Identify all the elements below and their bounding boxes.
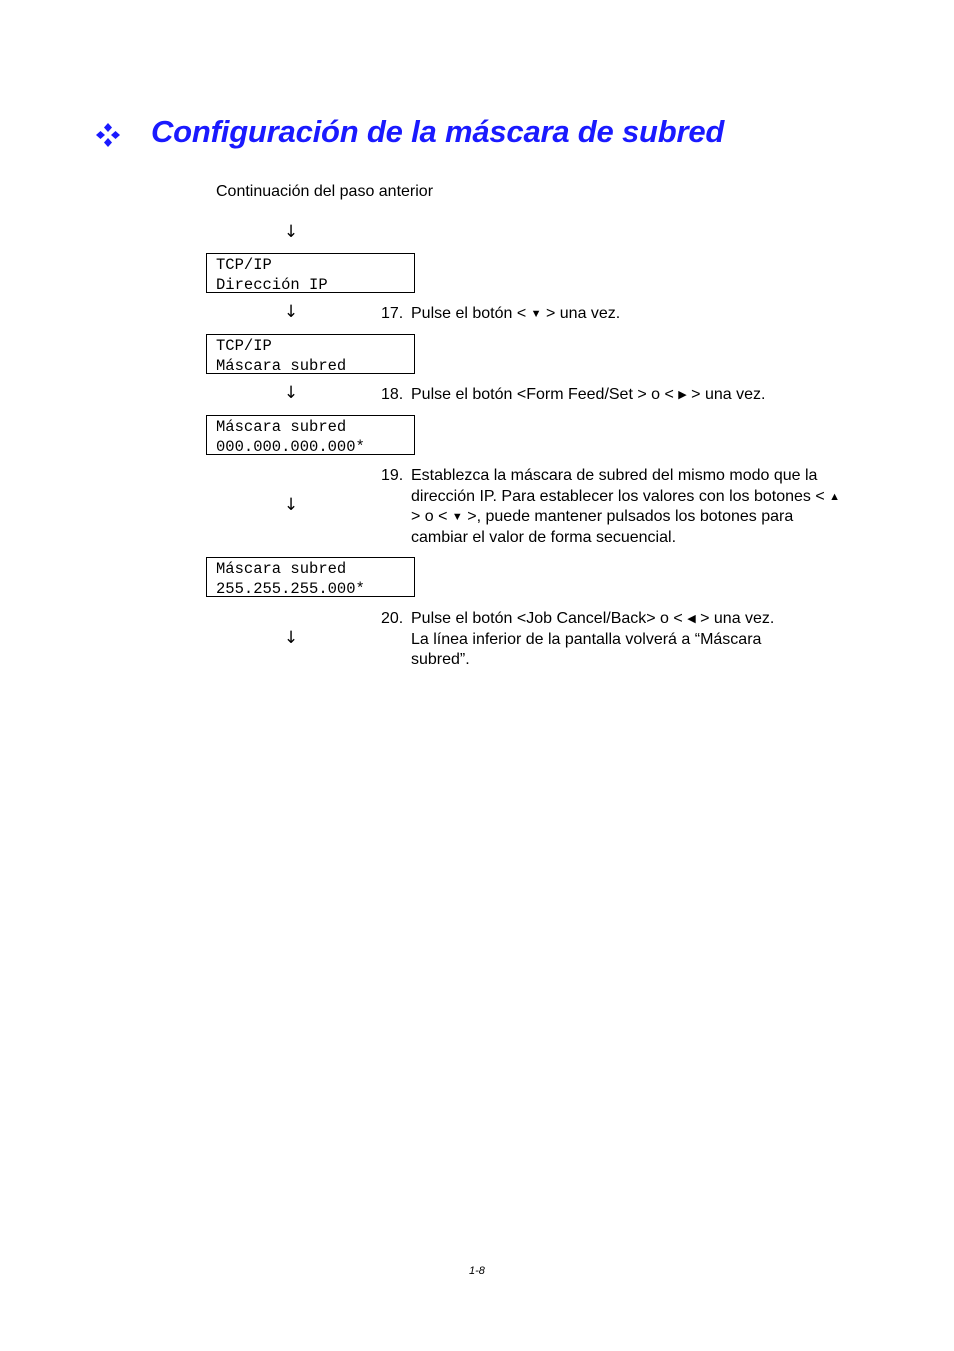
lcd-screen-subnet-mask-initial [206, 415, 415, 455]
lcd-line-1: Máscara subred [216, 560, 347, 578]
step-text: Pulse el botón <Job Cancel/Back> o < [411, 610, 688, 627]
flow-arrow: ↓ [283, 628, 299, 648]
lcd-line-1: TCP/IP [216, 337, 272, 355]
step-text: > o < [411, 508, 452, 526]
lcd-line-1: TCP/IP [216, 256, 272, 274]
intro-text: Continuación del paso anterior [216, 183, 434, 200]
flow-arrow: ↓ [283, 495, 299, 515]
page-number: 1-8 [469, 1265, 485, 1277]
lcd-line-2: Dirección IP [216, 276, 328, 294]
step-text: > una vez. [541, 305, 621, 322]
step-text: > una vez. [695, 610, 775, 627]
step-text: >, puede mantener pulsados los botones para cambiar el valor de forma secuencial. [411, 508, 794, 547]
lcd-screen-tcpip-subnet-mask [206, 334, 415, 374]
step-text: Pulse el botón < [411, 305, 531, 322]
step-18 [381, 385, 851, 406]
step-text: Pulse el botón <Form Feed/Set > o < [411, 386, 679, 403]
step-text: > una vez. [686, 386, 766, 403]
step-number: 18. [381, 386, 404, 403]
up-arrow-icon: ▲ [829, 490, 841, 503]
lcd-line-2: 255.255.255.000* [216, 580, 365, 598]
left-arrow-icon: ◀ [687, 613, 696, 625]
flow-arrow: ↓ [283, 383, 299, 403]
step-number: 20. [381, 610, 404, 627]
lcd-line-2: 000.000.000.000* [216, 438, 365, 456]
step-20 [381, 609, 851, 671]
lcd-screen-tcpip-ip-address [206, 253, 415, 293]
flow-arrow: ↓ [283, 222, 299, 242]
lcd-screen-subnet-mask-set [206, 557, 415, 597]
flow-arrow: ↓ [283, 302, 299, 322]
step-number: 17. [381, 305, 404, 322]
step-note: La línea inferior de la pantalla volverá a “Máscara subred”. [411, 630, 762, 669]
right-arrow-icon: ▶ [678, 389, 687, 401]
lcd-line-2: Máscara subred [216, 357, 347, 375]
down-arrow-icon: ▼ [451, 511, 463, 524]
lcd-line-1: Máscara subred [216, 418, 347, 436]
step-number: 19. [381, 467, 404, 484]
page-title: Configuración de la máscara de subred [151, 114, 725, 149]
step-17 [381, 304, 851, 325]
diamond-bullet-icon [93, 120, 123, 150]
step-text: Establezca la máscara de subred del mismo modo que la dirección IP. Para establecer los valores con los botones < [411, 467, 830, 505]
step-19 [381, 466, 843, 549]
down-arrow-icon: ▼ [530, 308, 542, 320]
